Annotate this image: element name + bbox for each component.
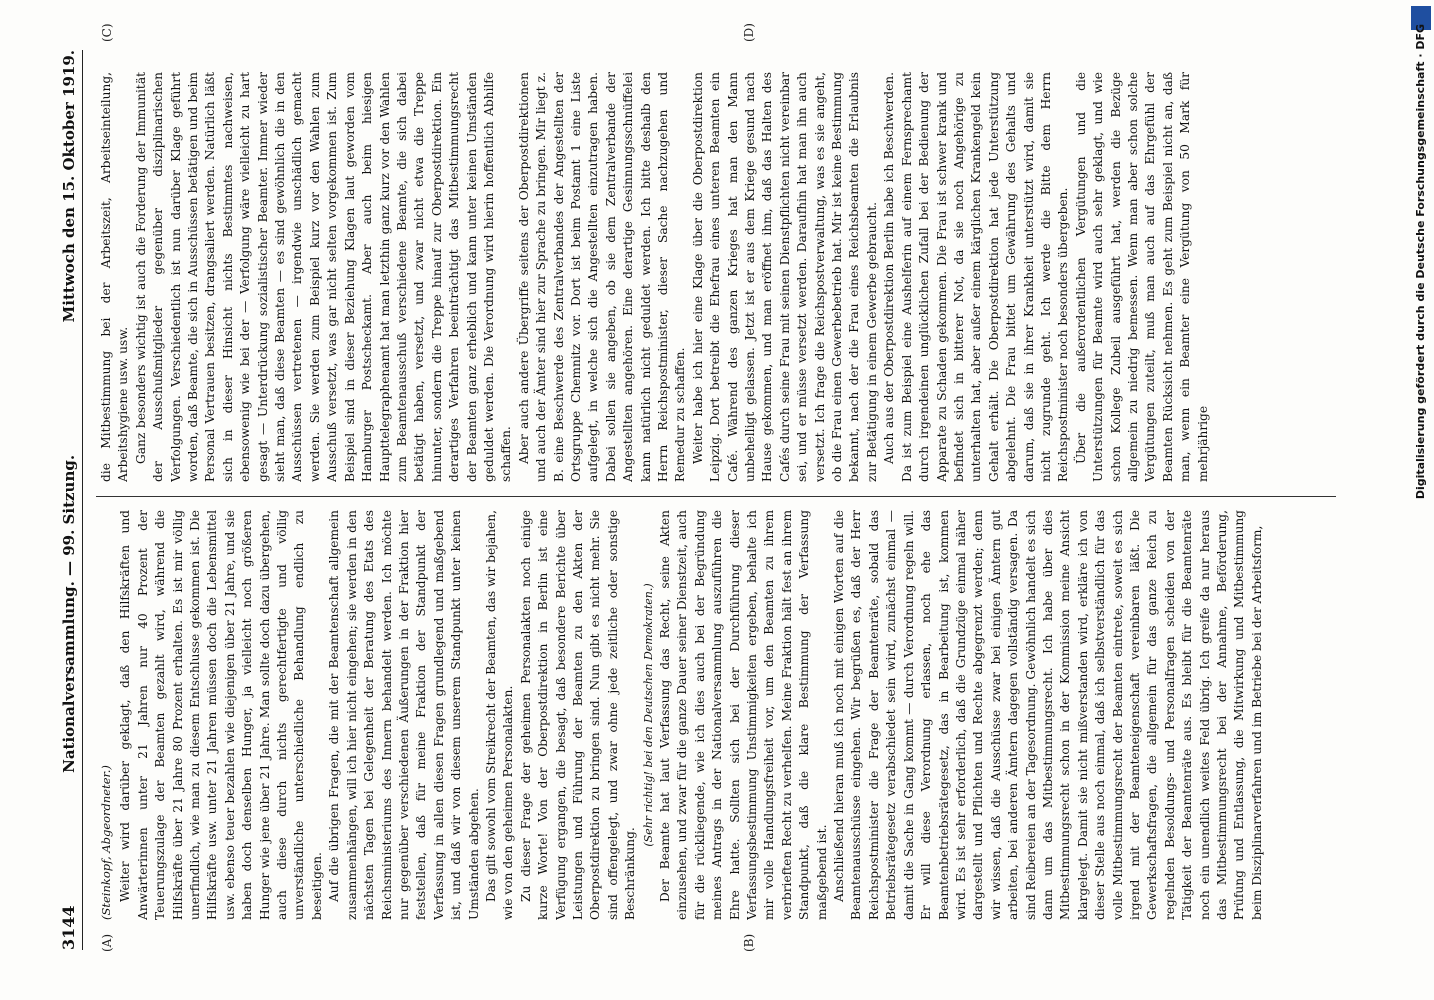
page-number: 3144 — [59, 905, 78, 950]
paragraph: Weiter wird darüber geklagt, daß den Hilfskräften und Anwärterinnen unter 21 Jahren nur 40 Prozent der Teuerungszulage der Beamten gezahlt wird, während die Hilfskräfte über 21 Jahre 80 Prozent erhalten. Es ist mir völlig unerfindlich, wie man zu diesem Entschlusse gekommen ist. Die Hilfskräfte usw. unter 21 Jahren müssen doch die Lebensmittel usw. ebenso teuer bezahlen wie diejenigen über 21 Jahre, und sie haben doch denselben Hunger, ja vielleicht noch größeren Hunger wie jene über 21 Jahre. Man sollte doch dazu übergehen, auch diese durch nichts gerechtfertigte und völlig unverständliche unterschiedliche Behandlung endlich zu beseitigen. — [118, 510, 324, 920]
credit-text: Digitalisierung gefördert durch die Deutsche Forschungsgemeinschaft · DFG — [1414, 24, 1427, 500]
paragraph: Auch aus der Oberpostdirektion Berlin habe ich Beschwerden. Da ist zum Beispiel eine Aushelferin auf einem Fernsprechamt durch irgendeinen unglücklichen Zufall bei der Bedienung der Apparate zu Schaden gekommen. Die Frau ist schwer krank und befindet sich in bitterer Not, da sie noch Angehörige zu unterhalten hat, aber außer einem kärglichen Krankengeld kein Gehalt erhält. Die Oberpostdirektion hat jede Unterstützung abgelehnt. Die Frau bittet um Gewährung des Gehalts und darum, daß sie in ihrer Krankheit unterstützt wird, damit sie nicht zugrunde geht. Ich werde die Bitte dem Herrn Reichspostminister noch besonders übergeben. — [882, 72, 1071, 482]
paragraph: Zu dieser Frage der geheimen Personalakten noch einige kurze Worte! Von der Oberpostdirektion in Berlin ist eine Verfügung ergangen, die besagt, daß besondere Berichte über Leistungen und Führung der Beamten zu den Akten der Oberpostdirektion zu bringen sind. Nun gibt es nicht mehr. Sie sind offengelegt, und zwar ohne jede zeitliche oder sonstige Beschränkung. — [518, 510, 638, 920]
speaker-label: (Steinkopf, Abgeordneter.) — [99, 765, 113, 920]
column-divider — [96, 496, 1336, 497]
paragraph: Auf die übrigen Fragen, die mit der Beamtenschaft allgemein zusammenhängen, will ich hier nicht eingehen; sie werden in den nächsten Tagen bei Gelegenheit der Beratung des Etats des Reichsministeriums des Innern behandelt werden. Ich möchte nur gegenüber verschiedenen Äußerungen in der Fraktion hier feststellen, daß für meine Fraktion der Standpunkt der Verfassung in allen diesen Fragen grundlegend und maßgebend ist, und daß wir von diesem unserem Standpunkt unter keinen Umständen abgehen. — [327, 510, 481, 920]
paragraph: Das gilt sowohl vom Streikrecht der Beamten, das wir bejahen, wie von den geheimen Personalakten. — [483, 510, 516, 920]
header-date: Mittwoch den 15. Oktober 1919. — [60, 50, 78, 323]
header-session: Nationalversammlung. — 99. Sitzung. — [60, 454, 78, 773]
paragraph: Der Beamte hat laut Verfassung das Recht, seine Akten einzusehen, und zwar für die ganze Dauer seiner Dienstzeit, auch für die rückliegende, wie ich dies auch bei der Begründung meines Antrags in der Nationalversammlung auszuführen die Ehre hatte. Sollten sich bei der Durchführung dieser Verfassungsbestimmung Unstimmigkeiten ergeben, behalte ich mir volle Handlungsfreiheit vor, um den Beamten zu ihrem verbrieften Recht zu verhelfen. Meine Fraktion hält fest an ihrem Standpunkt, daß die klare Bestimmung der Verfassung maßgebend ist. — [658, 510, 829, 920]
paragraph: Aber auch andere Übergriffe seitens der Oberpostdirektionen und auch der Ämter sind hier zur Sprache zu bringen. Mir liegt z. B. eine Beschwerde des Zentralverbandes der Angestellten der Ortsgruppe Chemnitz vor. Dort ist beim Postamt 1 eine Liste aufgelegt, in welche sich die Angestellten einzutragen haben. Dabei sollen sie angeben, ob sie dem Zentralverbande der Angestellten angehören. Eine derartige Gesinnungsschnüffelei kann natürlich nicht geduldet werden. Ich bitte deshalb den Herrn Reichspostminister, dieser Sache nachzugehen und Remedur zu schaffen. — [516, 72, 688, 482]
paragraph: Ganz besonders wichtig ist auch die Forderung der Immunität der Ausschußmitglieder gegenüber disziplinarischen Verfolgungen. Verschiedentlich ist nun darüber Klage geführt worden, daß Beamte, die sich in Ausschüssen betätigen und beim Personal Vertrauen besitzen, drangsaliert werden. Natürlich läßt sich in dieser Hinsicht nichts Bestimmtes nachweisen, ebensowenig wie bei der — Verfolgung wäre vielleicht zu hart gesagt — Unterdrückung sozialistischer Beamter. Immer wieder sieht man, daß diese Beamten — es sind gewöhnlich die in den Ausschüssen vertretenen — irgendwie unschädlich gemacht werden. Sie werden zum Beispiel kurz vor den Wahlen zum Ausschuß versetzt, was gar nicht selten vorgekommen ist. Zum Beispiel sind in dieser Beziehung Klagen laut geworden vom Hamburger Postscheckamt. Aber auch beim hiesigen Haupttelegraphenamt hat man letzthin ganz kurz vor den Wahlen zum Beamtenausschuß verschiedene Beamte, die sich dabei betätigt haben, versetzt, und zwar nicht etwa die Treppe hinunter, sondern die Treppe hinauf zur Oberpostdirektion. Ein derartiges Verfahren beeinträchtigt das Mitbestimmungsrecht der Beamten ganz erheblich und kann unter keinen Umständen geduldet werden. Die Verordnung wird hierin hoffentlich Abhilfe schaffen. — [133, 72, 514, 482]
paragraph: Anschließend hieran muß ich noch mit einigen Worten auf die Beamtenausschüsse eingehen. Wir begrüßen es, daß der Herr Reichspostminister die Frage der Beamtenräte, sobald das Betriebsrätegesetz verabschiedet sein wird, zunächst einmal — damit die Sache in Gang kommt — durch Verordnung regeln will. Er will diese Verordnung erlassen, noch ehe das Beamtenbetriebsrätegesetz, das in Bearbeitung ist, kommen wird. Es ist sehr erforderlich, daß die Grundzüge einmal näher dargestellt und Pflichten und Rechte abgegrenzt werden; denn wir wissen, daß die Ausschüsse zwar bei einigen Ämtern gut arbeiten, bei anderen Ämtern dagegen vollständig versagen. Da sind Reibereien an der Tagesordnung. Gewöhnlich handelt es sich dann um das Mitbestimmungsrecht. Ich habe über dies Mitbestimmungsrecht schon in der Kommission meine Ansicht klargelegt. Damit sie nicht mißverstanden wird, erkläre ich von dieser Stelle aus noch einmal, daß ich selbstverständlich für das volle Mitbestimmungsrecht der Beamten eintrete, soweit es sich irgend mit der Beamteneigenschaft vereinbaren läßt. Die Gewerkschaftsfragen, die allgemein für das ganze Reich zu regelnden Besoldungs- und Personalfragen scheiden von der Tätigkeit der Beamtenräte aus. Es bleibt für die Beamtenräte noch ein unendlich weites Feld übrig. Ich greife da nur heraus das Mitbestimmungsrecht bei der Annahme, Beförderung, Prüfung und Entlassung, die Mitwirkung und Mitbestimmung beim Disziplinarverfahren und im Betriebe bei der Arbeitsform, — [832, 510, 1264, 920]
page-header — [48, 50, 83, 950]
margin-mark-d: (D) — [742, 23, 756, 42]
margin-mark-a: (A) — [100, 933, 114, 952]
paragraph: Weiter habe ich hier eine Klage über die Oberpostdirektion Leipzig. Dort betreibt die Ehefrau eines unteren Beamten ein Café. Während des ganzen Krieges hat man den Mann unbehelligt gelassen. Jetzt ist er aus dem Kriege gesund nach Hause gekommen, und man eröffnet ihm, daß das Halten des Cafés durch seine Frau mit seinen Dienstpflichten nicht vereinbar sei, und er müsse versetzt werden. Daraufhin hat man ihn auch versetzt. Ich frage die Reichspostverwaltung, was es sie angeht, ob die Frau einen Gewerbebetrieb hat. Mir ist keine Bestimmung bekannt, nach der die Frau eines Reichsbeamten die Erlaubnis zur Betätigung in einem Gewerbe gebraucht. — [690, 72, 879, 482]
paragraph: die Mitbestimmung bei der Arbeitszeit, Arbeitseinteilung, Arbeitshygiene usw. usw. — [99, 72, 131, 482]
digitization-credit — [1408, 0, 1434, 1000]
right-column — [98, 72, 1333, 482]
margin-mark-c: (C) — [100, 23, 114, 42]
paragraph: Über die außerordentlichen Vergütungen und die Unterstützungen für Beamte wird auch sehr geklagt, und wie schon Kollege Zubeil ausgeführt hat, werden die Bezüge allgemein zu niedrig bemessen. Wenn man aber schon solche Vergütungen zuteilt, muß man auch auf das Ehrgefühl der Beamten Rücksicht nehmen. Es geht zum Beispiel nicht an, daß man, wenn ein Beamter eine Vergütung von 50 Mark für mehrjährige — [1073, 72, 1210, 482]
left-column — [98, 510, 1333, 920]
interjection: (Sehr richtig! bei den Deutschen Demokraten.) — [641, 583, 655, 847]
margin-mark-b: (B) — [742, 933, 756, 952]
